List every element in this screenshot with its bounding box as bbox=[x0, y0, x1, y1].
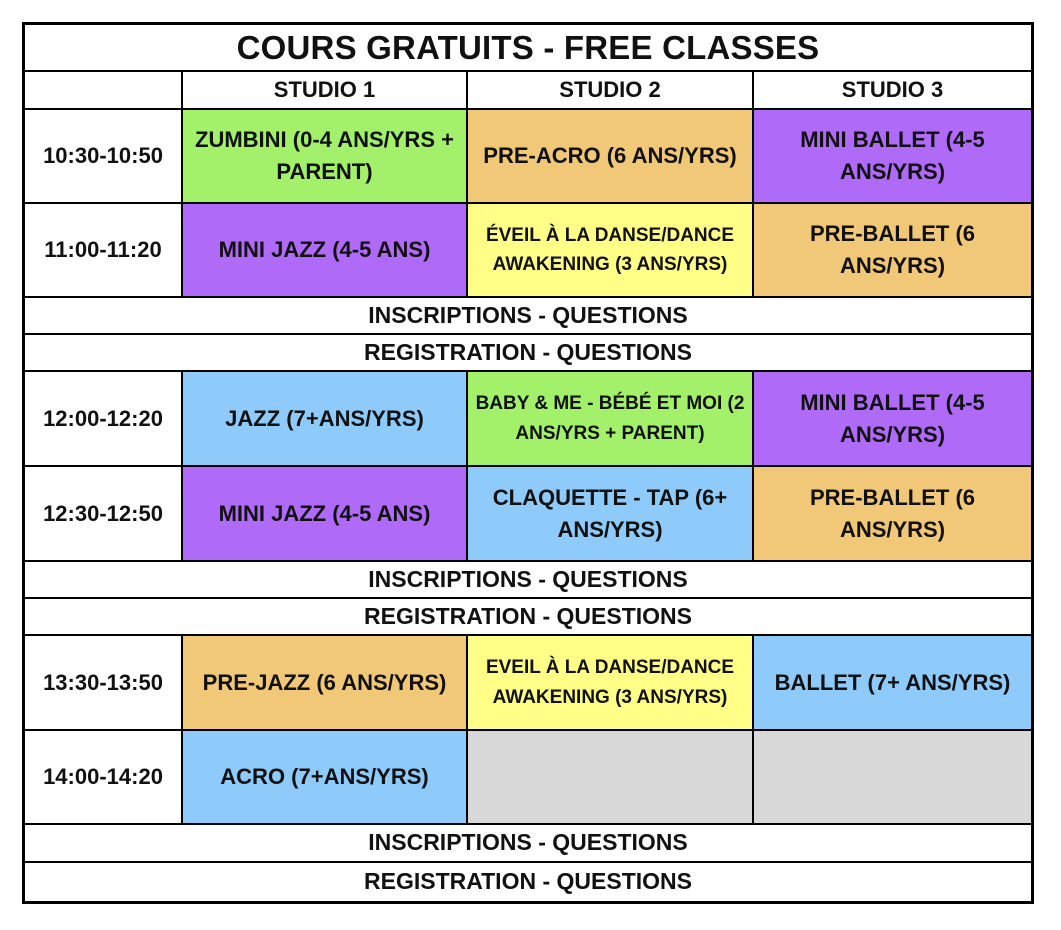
time-slot: 11:00-11:20 bbox=[25, 204, 183, 296]
class-cell: CLAQUETTE - TAP (6+ ANS/YRS) bbox=[468, 467, 754, 560]
banner-row bbox=[25, 335, 1031, 372]
time-slot: 12:00-12:20 bbox=[25, 372, 183, 465]
inscriptions-banner: INSCRIPTIONS - QUESTIONS bbox=[368, 829, 688, 856]
class-cell: BABY & ME - BÉBÉ ET MOI (2 ANS/YRS + PARENT) bbox=[468, 372, 754, 465]
header-studio-1: STUDIO 1 bbox=[183, 72, 468, 108]
studio-header-row bbox=[25, 72, 1031, 110]
time-slot: 12:30-12:50 bbox=[25, 467, 183, 560]
class-cell: EVEIL À LA DANSE/DANCE AWAKENING (3 ANS/YRS) bbox=[468, 636, 754, 729]
banner-row bbox=[25, 599, 1031, 636]
registration-banner: REGISTRATION - QUESTIONS bbox=[364, 868, 692, 895]
class-cell: PRE-ACRO (6 ANS/YRS) bbox=[468, 110, 754, 202]
table-row bbox=[25, 636, 1031, 731]
class-cell: PRE-BALLET (6 ANS/YRS) bbox=[754, 204, 1031, 296]
banner-row bbox=[25, 825, 1031, 863]
class-cell: JAZZ (7+ANS/YRS) bbox=[183, 372, 468, 465]
table-row bbox=[25, 204, 1031, 298]
header-studio-3: STUDIO 3 bbox=[841, 77, 944, 103]
class-cell: PRE-BALLET (6 ANS/YRS) bbox=[754, 467, 1031, 560]
registration-banner: REGISTRATION - QUESTIONS bbox=[364, 602, 692, 629]
table-row bbox=[25, 731, 1031, 825]
schedule-table bbox=[22, 22, 1034, 904]
page-title: COURS GRATUITS - FREE CLASSES bbox=[236, 28, 820, 66]
class-cell: BALLET (7+ ANS/YRS) bbox=[754, 636, 1031, 729]
time-slot: 14:00-14:20 bbox=[25, 731, 183, 823]
table-row bbox=[25, 467, 1031, 562]
time-slot: 13:30-13:50 bbox=[25, 636, 183, 729]
class-cell: ÉVEIL À LA DANSE/DANCE AWAKENING (3 ANS/YRS) bbox=[468, 204, 754, 296]
banner-row bbox=[25, 562, 1031, 599]
inscriptions-banner: INSCRIPTIONS - QUESTIONS bbox=[368, 565, 688, 592]
empty-cell bbox=[754, 731, 1031, 823]
table-row bbox=[25, 372, 1031, 467]
banner-row bbox=[25, 863, 1031, 901]
class-cell: MINI JAZZ (4-5 ANS) bbox=[183, 204, 468, 296]
empty-cell bbox=[468, 731, 754, 823]
registration-banner: REGISTRATION - QUESTIONS bbox=[364, 338, 692, 365]
class-cell: MINI BALLET (4-5 ANS/YRS) bbox=[754, 372, 1031, 465]
header-corner bbox=[25, 72, 183, 108]
class-cell: ACRO (7+ANS/YRS) bbox=[183, 731, 468, 823]
title-row bbox=[25, 25, 1031, 72]
banner-row bbox=[25, 298, 1031, 335]
class-cell: MINI BALLET (4-5 ANS/YRS) bbox=[754, 110, 1031, 202]
header-studio-2: STUDIO 2 bbox=[468, 72, 754, 108]
inscriptions-banner: INSCRIPTIONS - QUESTIONS bbox=[368, 301, 688, 328]
table-row bbox=[25, 110, 1031, 204]
class-cell: ZUMBINI (0-4 ANS/YRS + PARENT) bbox=[183, 110, 468, 202]
class-cell: MINI JAZZ (4-5 ANS) bbox=[183, 467, 468, 560]
time-slot: 10:30-10:50 bbox=[25, 110, 183, 202]
class-cell: PRE-JAZZ (6 ANS/YRS) bbox=[183, 636, 468, 729]
